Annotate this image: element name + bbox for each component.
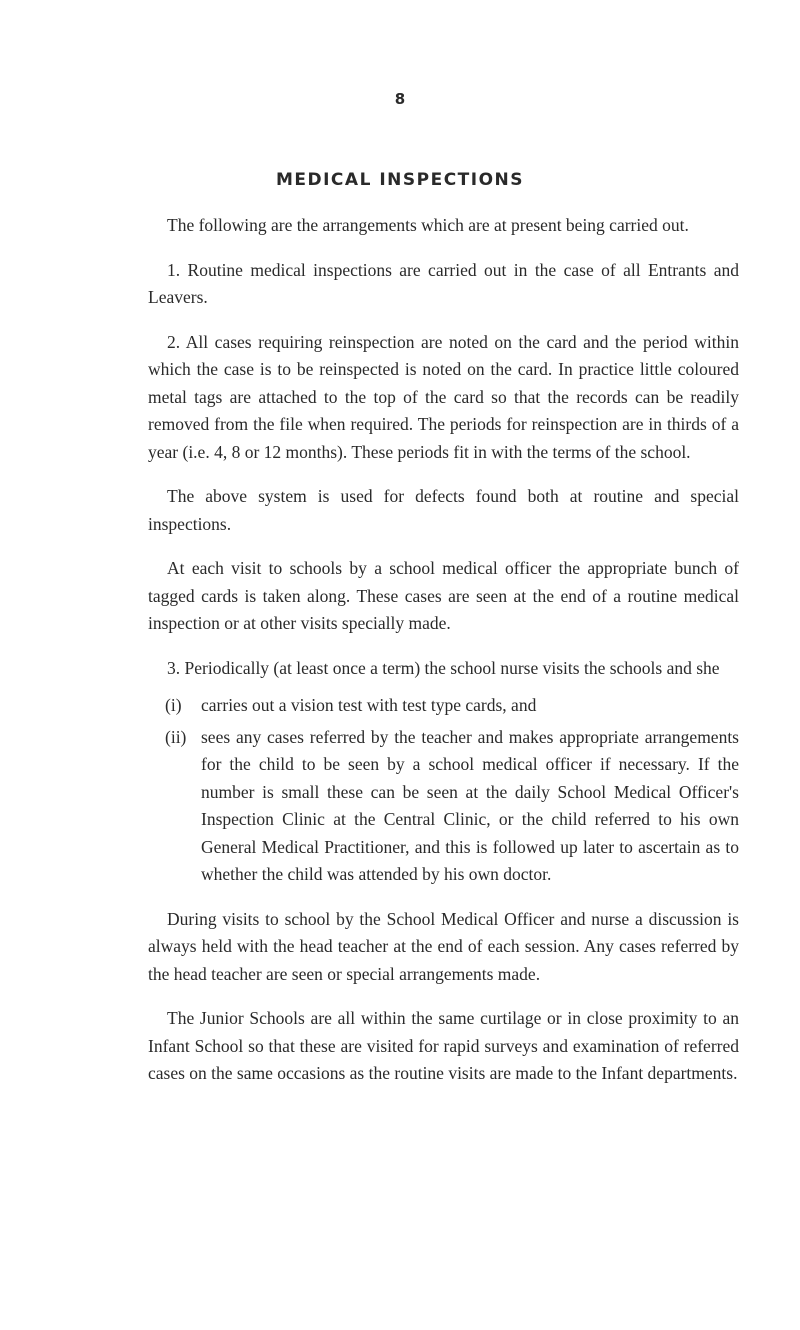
page-title: MEDICAL INSPECTIONS (275, 170, 525, 190)
list-item (148, 692, 739, 720)
list-item-text: sees any cases referred by the teacher and makes appropriate arrangements for the child to be seen by a school medical officer if necessary. If the number is small these can be seen at the daily School Medical Officer's Inspection Clinic at the Central Clinic, or the child referred to his own General Medical Practitioner, and this is followed up later to ascertain as to whether the child was attended by his own doctor. (201, 726, 739, 884)
paragraph-intro: The following are the arrangements which are at present being carried out. (167, 215, 689, 235)
paragraph-visits: At each visit to schools by a school medical officer the appropriate bunch of tagged cards is taken along. These cases are seen at the end of a routine medical inspection or at other visits specially made. (148, 558, 739, 633)
paragraph-junior-schools: The Junior Schools are all within the same curtilage or in close proximity to an Infant School so that these are visited for rapid surveys and examination of referred cases on the same occasions as the routine visits are made to the Infant departments. (148, 1008, 739, 1083)
page-number: 8 (394, 90, 406, 108)
nurse-duties-list (148, 692, 739, 889)
paragraph-item-2: 2. All cases requiring reinspection are noted on the card and the period within which the case is to be reinspected is noted on the card. In practice little coloured metal tags are attached to the top of the card so that the records can be readily removed from the file when required. The periods for reinspection are in thirds of a year (i.e. 4, 8 or 12 months). These periods fit in with the terms of the school. (148, 331, 739, 462)
list-marker: (i) (165, 695, 182, 715)
list-item-text: carries out a vision test with test type cards, and (201, 695, 537, 715)
body-text (148, 212, 739, 1105)
paragraph-item-3: 3. Periodically (at least once a term) the school nurse visits the schools and she (167, 657, 720, 678)
paragraph-item-1: 1. Routine medical inspections are carried out in the case of all Entrants and Leavers. (148, 259, 739, 307)
list-marker: (ii) (165, 726, 187, 747)
paragraph-discussion: During visits to school by the School Medical Officer and nurse a discussion is always held with the head teacher at the end of each session. Any cases referred by the head teacher are seen or special arrangements made. (148, 908, 739, 984)
list-item (148, 724, 739, 889)
paragraph-system: The above system is used for defects found both at routine and special inspections. (148, 486, 739, 534)
